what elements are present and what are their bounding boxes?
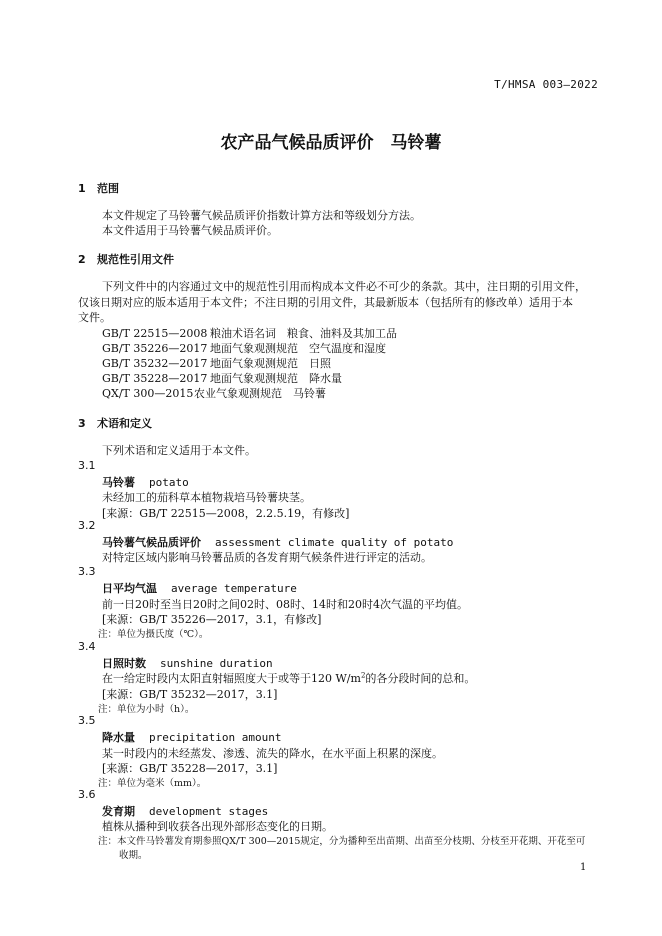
term-definition: 某一时段内的未经蒸发、渗透、流失的降水，在水平面上积累的深度。 bbox=[102, 747, 443, 760]
section-number: 1 bbox=[78, 182, 86, 195]
reference-entry bbox=[102, 340, 386, 356]
section-title: 术语和定义 bbox=[97, 417, 152, 430]
standard-title: 地面气象观测规范 降水量 bbox=[210, 372, 342, 385]
term-source: [来源：GB/T 35232—2017，3.1] bbox=[102, 688, 278, 701]
page-title: 农产品气候品质评价 马铃薯 bbox=[220, 133, 442, 153]
term-heading bbox=[102, 474, 189, 490]
paragraph: 本文件适用于马铃薯气候品质评价。 bbox=[102, 224, 278, 237]
term-note-continuation: 收期。 bbox=[119, 850, 148, 861]
paragraph: 本文件规定了马铃薯气候品质评价指数计算方法和等级划分方法。 bbox=[102, 209, 421, 222]
document-code: T/HMSA 003—2022 bbox=[494, 78, 598, 91]
reference-entry bbox=[102, 325, 397, 341]
standard-title: 粮油术语名词 粮食、油料及其加工品 bbox=[210, 327, 397, 340]
section-2-heading bbox=[78, 251, 174, 267]
term-english: potato bbox=[149, 476, 189, 489]
term-chinese: 降水量 bbox=[102, 731, 135, 744]
term-heading bbox=[102, 655, 273, 671]
definition-text: 的各分段时间的总和。 bbox=[365, 672, 476, 685]
standard-code: GB/T 35226—2017 bbox=[102, 342, 208, 355]
term-english: average temperature bbox=[171, 582, 297, 595]
term-heading bbox=[102, 580, 297, 596]
term-chinese: 发育期 bbox=[102, 805, 135, 818]
paragraph: 下列文件中的内容通过文中的规范性引用而构成本文件必不可少的条款。其中，注日期的引用文件， bbox=[102, 280, 586, 293]
standard-title: 农业气象观测规范 马铃薯 bbox=[194, 387, 326, 400]
term-english: assessment climate quality of potato bbox=[215, 536, 454, 549]
paragraph: 下列术语和定义适用于本文件。 bbox=[102, 444, 256, 457]
reference-entry bbox=[102, 355, 331, 371]
term-note: 注：本文件马铃薯发育期参照QX/T 300—2015规定，分为播种至出苗期、出苗至分枝期、分枝至开花期、开花至可 bbox=[98, 836, 586, 847]
term-number: 3.3 bbox=[78, 565, 96, 578]
term-number: 3.1 bbox=[78, 459, 96, 472]
term-english: development stages bbox=[149, 805, 269, 818]
term-note: 注：单位为摄氏度（℃）。 bbox=[98, 629, 209, 640]
term-definition: 前一日20时至当日20时之间02时、08时、14时和20时4次气温的平均值。 bbox=[102, 598, 468, 611]
term-source: [来源：GB/T 35228—2017，3.1] bbox=[102, 762, 278, 775]
term-note: 注：单位为毫米（mm）。 bbox=[98, 778, 207, 789]
term-definition: 植株从播种到收获各出现外部形态变化的日期。 bbox=[102, 820, 333, 833]
term-number: 3.2 bbox=[78, 519, 96, 532]
reference-entry bbox=[102, 370, 342, 386]
term-definition bbox=[102, 670, 475, 686]
term-source: [来源：GB/T 22515—2008，2.2.5.19，有修改] bbox=[102, 507, 350, 520]
term-note: 注：单位为小时（h）。 bbox=[98, 704, 195, 715]
standard-code: GB/T 35228—2017 bbox=[102, 372, 208, 385]
page-number: 1 bbox=[580, 862, 587, 873]
standard-code: GB/T 35232—2017 bbox=[102, 357, 208, 370]
paragraph: 仅该日期对应的版本适用于本文件；不注日期的引用文件，其最新版本（包括所有的修改单）适用于本 bbox=[78, 296, 573, 309]
term-chinese: 马铃薯气候品质评价 bbox=[102, 536, 201, 549]
section-1-heading bbox=[78, 180, 119, 196]
standard-title: 地面气象观测规范 空气温度和湿度 bbox=[210, 342, 386, 355]
term-chinese: 日平均气温 bbox=[102, 582, 157, 595]
term-heading bbox=[102, 729, 281, 745]
term-heading bbox=[102, 534, 453, 550]
standard-code: GB/T 22515—2008 bbox=[102, 327, 208, 340]
term-number: 3.4 bbox=[78, 640, 96, 653]
term-number: 3.6 bbox=[78, 788, 96, 801]
term-chinese: 马铃薯 bbox=[102, 476, 135, 489]
section-number: 2 bbox=[78, 253, 86, 266]
term-definition: 对特定区域内影响马铃薯品质的各发育期气候条件进行评定的活动。 bbox=[102, 551, 432, 564]
standard-code: QX/T 300—2015 bbox=[102, 387, 194, 400]
reference-entry bbox=[102, 385, 326, 401]
section-title: 范围 bbox=[97, 182, 119, 195]
paragraph: 文件。 bbox=[78, 311, 111, 324]
section-3-heading bbox=[78, 415, 152, 431]
section-title: 规范性引用文件 bbox=[97, 253, 174, 266]
term-chinese: 日照时数 bbox=[102, 657, 146, 670]
term-heading bbox=[102, 803, 268, 819]
definition-text: 在一给定时段内太阳直射辐照度大于或等于120 W/m bbox=[102, 672, 361, 685]
term-english: sunshine duration bbox=[160, 657, 273, 670]
standard-title: 地面气象观测规范 日照 bbox=[210, 357, 331, 370]
term-definition: 未经加工的茄科草本植物栽培马铃薯块茎。 bbox=[102, 491, 311, 504]
term-source: [来源：GB/T 35226—2017，3.1，有修改] bbox=[102, 613, 322, 626]
section-number: 3 bbox=[78, 417, 86, 430]
superscript: 2 bbox=[360, 671, 366, 680]
term-english: precipitation amount bbox=[149, 731, 282, 744]
term-number: 3.5 bbox=[78, 714, 96, 727]
